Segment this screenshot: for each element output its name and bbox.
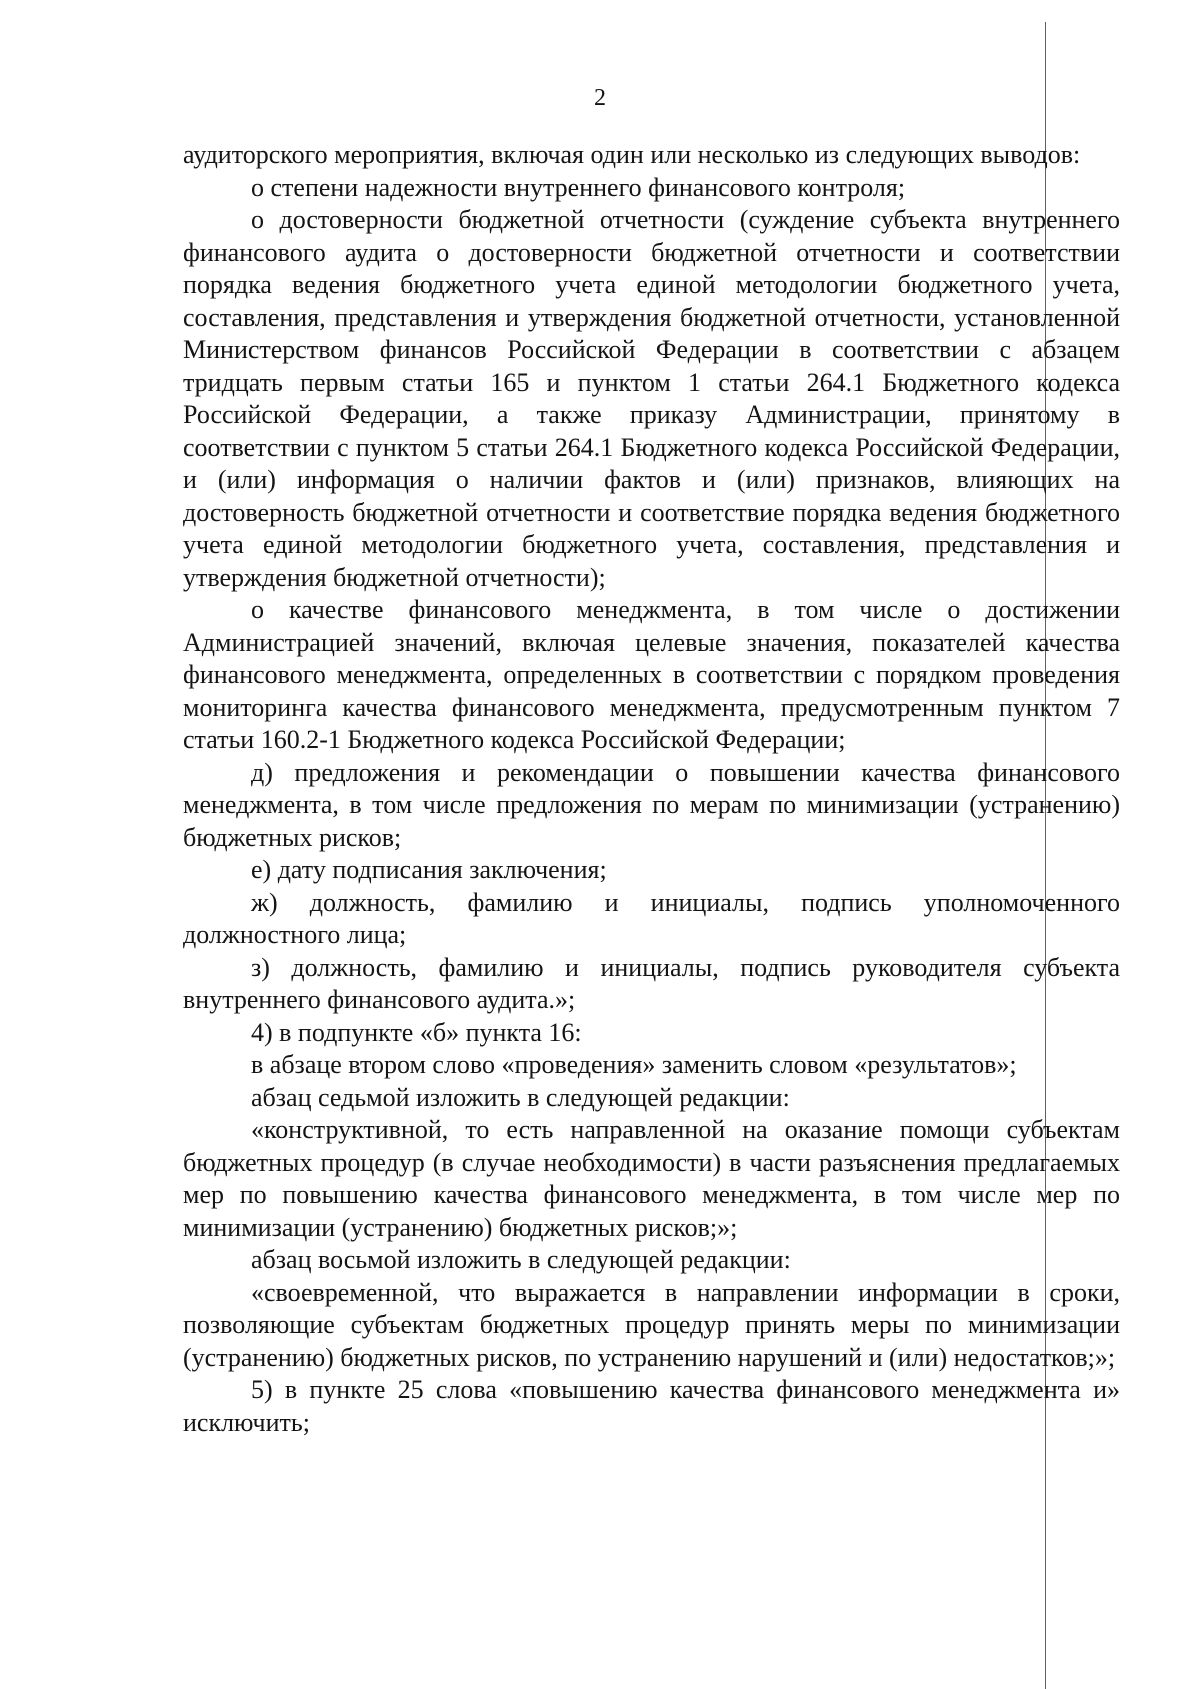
paragraph-conclusion-report-reliability: о достоверности бюджетной отчетности (суждение субъекта внутреннего финансового аудита о достоверности бюджетной отчетности и соответствии порядка ведения бюджетного учета единой методологии бюджетного учета, составления, представления и утверждения бюджетной отчетности, установленной Министерством финансов Российской Федерации в соответствии с абзацем тридцать первым статьи 165 и пунктом 1 статьи 264.1 Бюджетного кодекса Российской Федерации, а также приказу Администрации, принятому в соответствии с пунктом 5 статьи 264.1 Бюджетного кодекса Российской Федерации, и (или) информация о наличии фактов и (или) признаков, влияющих на достоверность бюджетной отчетности и соответствие порядка ведения бюджетного учета единой методологии бюджетного учета, составления, представления и утверждения бюджетной отчетности); xyxy=(183,205,1120,592)
page-number: 2 xyxy=(594,85,606,111)
paragraph-item-d: д) предложения и рекомендации о повышении качества финансового менеджмента, в том числе предложения по мерам по минимизации (устранению) бюджетных рисков; xyxy=(183,757,1120,852)
paragraph-item-e: е) дату подписания заключения; xyxy=(251,855,607,884)
paragraph-point-4: 4) в подпункте «б» пункта 16: xyxy=(251,1017,582,1047)
paragraph-conclusion-financial-management: о качестве финансового менеджмента, в том числе о достижении Администрацией значений, включая целевые значения, показателей качества финансового менеджмента, определенных в соответствии с порядком проведения мониторинга качества финансового менеджмента, предусмотренным пунктом 7 статьи 160.2-1 Бюджетного кодекса Российской Федерации; xyxy=(183,595,1120,754)
paragraph-eighth-abzac-text: «своевременной, что выражается в направлении информации в сроки, позволяющие субъектам бюджетных процедур принять меры по минимизации (устранению) бюджетных рисков, по устранению нарушений и (или) недостатков;»; xyxy=(183,1277,1120,1372)
paragraph-continuation: аудиторского мероприятия, включая один или несколько из следующих выводов: xyxy=(183,140,1081,169)
paragraph-seventh-abzac-intro: абзац седьмой изложить в следующей редакции: xyxy=(251,1082,790,1112)
paragraph-eighth-abzac-intro: абзац восьмой изложить в следующей редакции: xyxy=(251,1245,791,1274)
paragraph-point-5: 5) в пункте 25 слова «повышению качества финансового менеджмента и» исключить; xyxy=(183,1375,1120,1437)
paragraph-conclusion-control-reliability: о степени надежности внутреннего финансового контроля; xyxy=(251,172,906,202)
paragraph-item-z: з) должность, фамилию и инициалы, подпись руководителя субъекта внутреннего финансового аудита.»; xyxy=(183,952,1120,1014)
paragraph-seventh-abzac-text: «конструктивной, то есть направленной на оказание помощи субъектам бюджетных процедур (в случае необходимости) в части разъяснения предлагаемых мер по повышению качества финансового менеджмента, в том числе мер по минимизации (устранению) бюджетных рисков;»; xyxy=(183,1115,1120,1242)
paragraph-item-zh: ж) должность, фамилию и инициалы, подпись уполномоченного должностного лица; xyxy=(183,887,1120,949)
paragraph-second-abzac: в абзаце втором слово «проведения» заменить словом «результатов»; xyxy=(251,1050,1017,1079)
document-body xyxy=(183,139,1120,1439)
